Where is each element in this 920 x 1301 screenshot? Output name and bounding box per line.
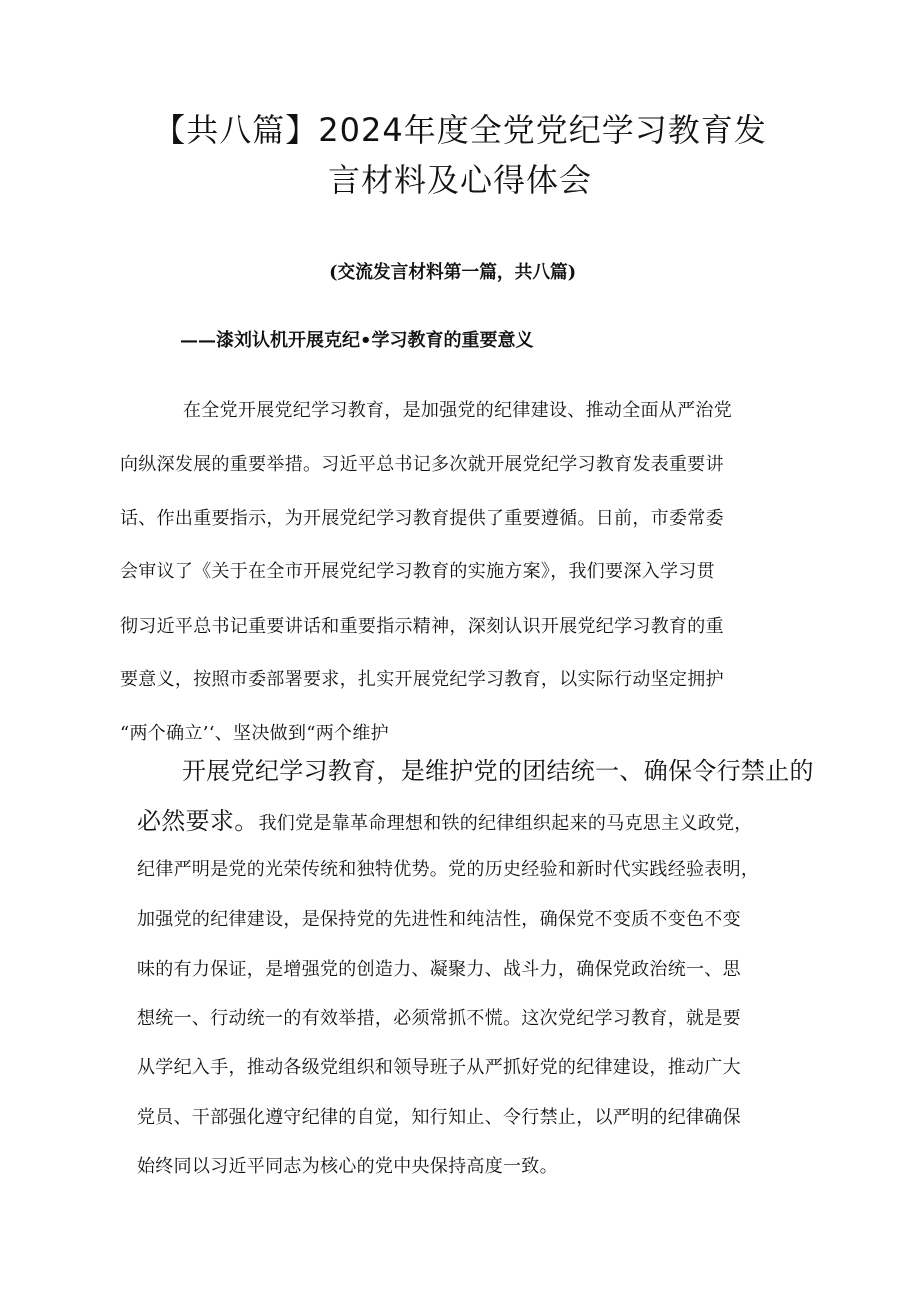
section-heading: ——漆刘认机开展克纪•学习教育的重要意义 xyxy=(180,330,534,351)
paragraph-line: 党员、干部强化遵守纪律的自觉，知行知止、令行禁止，以严明的纪律确保 xyxy=(137,1107,741,1128)
paragraph-line: 在全党开展党纪学习教育，是加强党的纪律建设、推动全面从严治党 xyxy=(183,400,732,421)
paragraph-line: 从学纪入手，推动各级党组织和领导班子从严抓好党的纪律建设，推动广大 xyxy=(137,1057,741,1078)
paragraph-line-mixed xyxy=(137,806,753,839)
paragraph-line-rest: 我们党是靠革命理想和铁的纪律组织起来的马克思主义政党， xyxy=(258,813,753,834)
paragraph-line: 要意义，按照市委部署要求，扎实开展党纪学习教育，以实际行动坚定拥护 xyxy=(120,669,724,690)
paragraph-line: 话、作出重要指示，为开展党纪学习教育提供了重要遵循。日前，市委常委 xyxy=(120,508,724,529)
paragraph-line: 会审议了《关于在全市开展党纪学习教育的实施方案》，我们要深入学习贯 xyxy=(120,561,715,582)
paragraph-lead-fragment: 必然要求。 xyxy=(137,807,259,835)
paragraph-line: 加强党的纪律建设，是保持党的先进性和纯洁性，确保党不变质不变色不变 xyxy=(137,909,741,930)
document-title-line-2: 言材料及心得体会 xyxy=(327,161,592,199)
paragraph-line: 纪律严明是党的光荣传统和独特优势。党的历史经验和新时代实践经验表明， xyxy=(137,859,760,880)
paragraph-lead-line: 开展党纪学习教育，是维护党的团结统一、确保令行禁止的 xyxy=(182,757,814,785)
paragraph-line: 始终同以习近平同志为核心的党中央保持高度一致。 xyxy=(137,1156,558,1177)
document-title-line-1: 【共八篇】2024年度全党党纪学习教育发 xyxy=(153,111,767,149)
document-subtitle: (交流发言材料第一篇，共八篇) xyxy=(329,262,577,283)
paragraph-line: 想统一、行动统一的有效举措，必须常抓不慌。这次党纪学习教育，就是要 xyxy=(137,1008,741,1029)
paragraph-line: 向纵深发展的重要举措。习近平总书记多次就开展党纪学习教育发表重要讲 xyxy=(120,454,724,475)
paragraph-line: “两个确立’‘、坚决做到“两个维护 xyxy=(120,723,389,744)
paragraph-line: 彻习近平总书记重要讲话和重要指示精神，深刻认识开展党纪学习教育的重 xyxy=(120,616,724,637)
paragraph-line: 味的有力保证，是增强党的创造力、凝聚力、战斗力，确保党政治统一、思 xyxy=(137,959,741,980)
